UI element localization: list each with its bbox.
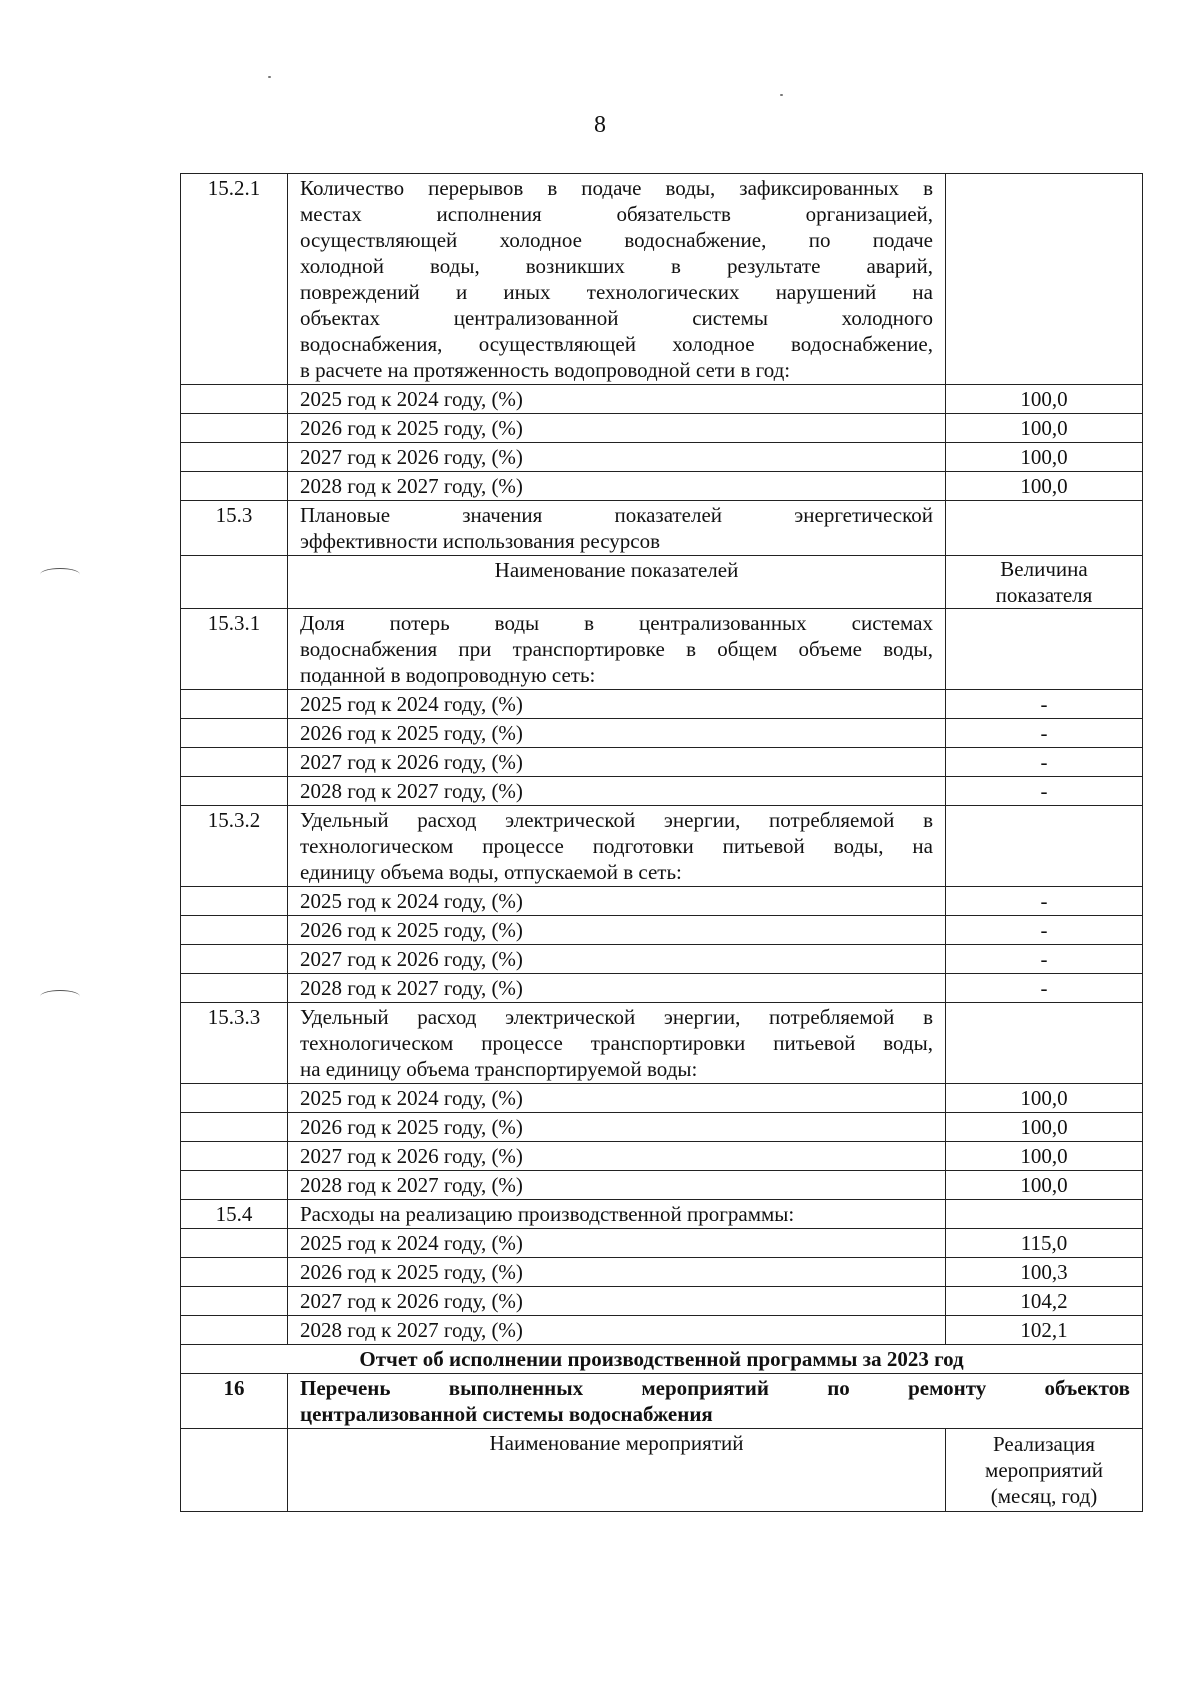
item-number: 16 (181, 1374, 288, 1429)
value-cell: 100,0 (946, 472, 1143, 501)
empty-cell (181, 385, 288, 414)
table-row (181, 887, 1143, 916)
description-line: Плановые значения показателей энергетической (300, 503, 933, 527)
year-label: 2028 год к 2027 году, (%) (288, 472, 946, 501)
description-line: поданной в водопроводную сеть: (300, 663, 596, 687)
table-row (181, 472, 1143, 501)
year-label: 2026 год к 2025 году, (%) (288, 414, 946, 443)
value-cell: 115,0 (946, 1229, 1143, 1258)
table-header-row (181, 1429, 1143, 1512)
empty-cell (181, 1171, 288, 1200)
empty-cell (181, 1258, 288, 1287)
indicators-table (180, 173, 1143, 1512)
description-line: на единицу объема транспортируемой воды: (300, 1057, 698, 1081)
empty-cell (181, 472, 288, 501)
value-cell: 102,1 (946, 1316, 1143, 1345)
table-row (181, 385, 1143, 414)
year-label: 2025 год к 2024 году, (%) (288, 1084, 946, 1113)
table-row (181, 1003, 1143, 1084)
table-row (181, 777, 1143, 806)
description-line: Доля потерь воды в централизованных системах (300, 611, 933, 635)
value-cell: - (946, 748, 1143, 777)
table-row (181, 1374, 1143, 1429)
description-line: повреждений и иных технологических нарушений на (300, 280, 933, 304)
item-description (288, 1003, 946, 1084)
column-header-name: Наименование показателей (288, 556, 946, 609)
year-label: 2026 год к 2025 году, (%) (288, 1113, 946, 1142)
description-line: водоснабжения, осуществляющей холодное водоснабжение, (300, 332, 933, 356)
description-line: единицу объема воды, отпускаемой в сеть: (300, 860, 682, 884)
header-line: Реализация (993, 1432, 1095, 1456)
table-row (181, 748, 1143, 777)
value-cell: - (946, 974, 1143, 1003)
header-line: (месяц, год) (990, 1484, 1098, 1508)
empty-cell (181, 1084, 288, 1113)
table-row (181, 1113, 1143, 1142)
table-row (181, 443, 1143, 472)
item-description (288, 609, 946, 690)
value-cell (946, 806, 1143, 887)
item-description (288, 174, 946, 385)
value-cell: 100,0 (946, 385, 1143, 414)
value-cell: 100,0 (946, 414, 1143, 443)
column-header-name: Наименование мероприятий (288, 1429, 946, 1512)
table-header-row (181, 556, 1143, 609)
value-cell: - (946, 916, 1143, 945)
year-label: 2027 год к 2026 году, (%) (288, 443, 946, 472)
item-description (288, 501, 946, 556)
value-cell: 100,0 (946, 443, 1143, 472)
item-number: 15.3.1 (181, 609, 288, 690)
description-line: технологическом процессе транспортировки питьевой воды, (300, 1031, 933, 1055)
table-row (181, 945, 1143, 974)
empty-cell (181, 887, 288, 916)
year-label: 2026 год к 2025 году, (%) (288, 719, 946, 748)
item-number: 15.4 (181, 1200, 288, 1229)
empty-cell (181, 1287, 288, 1316)
scan-speck (780, 94, 783, 96)
value-cell: - (946, 719, 1143, 748)
value-cell: - (946, 887, 1143, 916)
item-description (288, 1374, 1143, 1429)
value-cell (946, 501, 1143, 556)
empty-cell (181, 414, 288, 443)
value-cell: 104,2 (946, 1287, 1143, 1316)
empty-cell (181, 556, 288, 609)
table-row (181, 1316, 1143, 1345)
year-label: 2025 год к 2024 году, (%) (288, 887, 946, 916)
empty-cell (181, 1429, 288, 1512)
empty-cell (181, 443, 288, 472)
table-row (181, 719, 1143, 748)
description-line: технологическом процессе подготовки питьевой воды, на (300, 834, 933, 858)
value-cell (946, 1200, 1143, 1229)
page-number: 8 (594, 112, 606, 138)
header-line: показателя (995, 583, 1093, 607)
description-line: Удельный расход электрической энергии, потребляемой в (300, 1005, 933, 1029)
table-row (181, 414, 1143, 443)
year-label: 2026 год к 2025 году, (%) (288, 916, 946, 945)
empty-cell (181, 777, 288, 806)
value-cell (946, 174, 1143, 385)
table-row (181, 1200, 1143, 1229)
table-row (181, 609, 1143, 690)
item-number: 15.3 (181, 501, 288, 556)
empty-cell (181, 690, 288, 719)
year-label: 2028 год к 2027 году, (%) (288, 1171, 946, 1200)
item-description (288, 806, 946, 887)
table-row (181, 1142, 1143, 1171)
table-row (181, 974, 1143, 1003)
empty-cell (181, 1316, 288, 1345)
year-label: 2025 год к 2024 году, (%) (288, 690, 946, 719)
punch-hole-mark (40, 990, 80, 1003)
value-cell: 100,0 (946, 1142, 1143, 1171)
year-label: 2025 год к 2024 году, (%) (288, 1229, 946, 1258)
description-line: Перечень выполненных мероприятий по ремонту объектов (300, 1376, 1130, 1400)
empty-cell (181, 945, 288, 974)
scan-speck (268, 76, 271, 78)
year-label: 2027 год к 2026 году, (%) (288, 945, 946, 974)
section-heading: Отчет об исполнении производственной программы за 2023 год (181, 1345, 1143, 1374)
empty-cell (181, 748, 288, 777)
punch-hole-mark (40, 568, 80, 581)
empty-cell (181, 974, 288, 1003)
year-label: 2028 год к 2027 году, (%) (288, 777, 946, 806)
description-line: Количество перерывов в подаче воды, зафиксированных в (300, 176, 933, 200)
year-label: 2027 год к 2026 году, (%) (288, 1287, 946, 1316)
item-number: 15.3.2 (181, 806, 288, 887)
empty-cell (181, 1229, 288, 1258)
table-row (181, 916, 1143, 945)
value-cell: - (946, 690, 1143, 719)
empty-cell (181, 1113, 288, 1142)
description-line: объектах централизованной системы холодного (300, 306, 933, 330)
value-cell (946, 609, 1143, 690)
table-row (181, 501, 1143, 556)
table-row (181, 1171, 1143, 1200)
year-label: 2028 год к 2027 году, (%) (288, 1316, 946, 1345)
table-row (181, 1287, 1143, 1316)
value-cell: - (946, 945, 1143, 974)
description-line: Удельный расход электрической энергии, потребляемой в (300, 808, 933, 832)
description-line: водоснабжения при транспортировке в общем объеме воды, (300, 637, 933, 661)
description-line: в расчете на протяженность водопроводной сети в год: (300, 358, 791, 382)
description-line: централизованной системы водоснабжения (300, 1402, 713, 1426)
table-row (181, 1229, 1143, 1258)
description-line: эффективности использования ресурсов (300, 529, 661, 553)
year-label: 2026 год к 2025 году, (%) (288, 1258, 946, 1287)
empty-cell (181, 719, 288, 748)
column-header-value (946, 1429, 1143, 1512)
header-line: мероприятий (985, 1458, 1103, 1482)
year-label: 2027 год к 2026 году, (%) (288, 748, 946, 777)
description-line: холодной воды, возникших в результате аварий, (300, 254, 933, 278)
item-number: 15.3.3 (181, 1003, 288, 1084)
year-label: 2027 год к 2026 году, (%) (288, 1142, 946, 1171)
value-cell: 100,0 (946, 1113, 1143, 1142)
empty-cell (181, 916, 288, 945)
item-description: Расходы на реализацию производственной программы: (288, 1200, 946, 1229)
value-cell: 100,0 (946, 1084, 1143, 1113)
value-cell: - (946, 777, 1143, 806)
value-cell: 100,0 (946, 1171, 1143, 1200)
description-line: местах исполнения обязательств организацией, (300, 202, 933, 226)
table-row (181, 174, 1143, 385)
table-row (181, 1084, 1143, 1113)
item-number: 15.2.1 (181, 174, 288, 385)
year-label: 2025 год к 2024 году, (%) (288, 385, 946, 414)
year-label: 2028 год к 2027 году, (%) (288, 974, 946, 1003)
value-cell: 100,3 (946, 1258, 1143, 1287)
header-line: Величина (1000, 557, 1088, 581)
column-header-value (946, 556, 1143, 609)
empty-cell (181, 1142, 288, 1171)
table-row (181, 690, 1143, 719)
table-row (181, 806, 1143, 887)
section-heading-row (181, 1345, 1143, 1374)
description-line: осуществляющей холодное водоснабжение, по подаче (300, 228, 933, 252)
table-row (181, 1258, 1143, 1287)
value-cell (946, 1003, 1143, 1084)
